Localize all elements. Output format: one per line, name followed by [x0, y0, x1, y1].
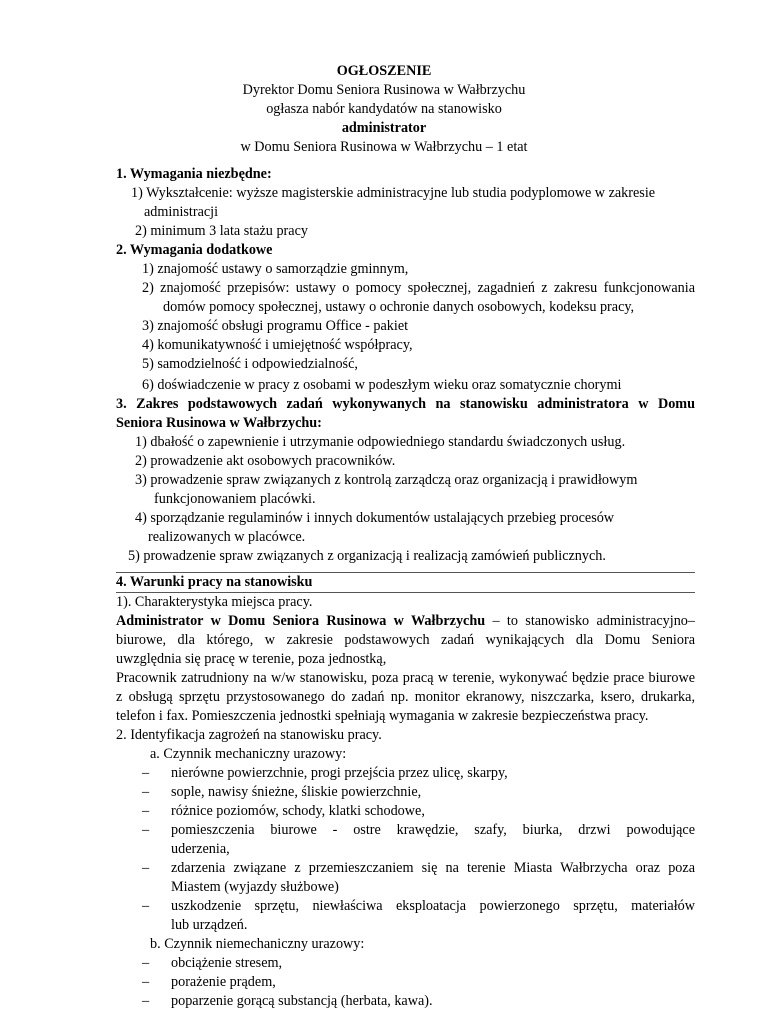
group-a-label: a. Czynnik mechaniczny urazowy: — [150, 746, 347, 762]
list-item: 2) znajomość przepisów: ustawy o pomocy społecznej, zagadnień z zakresu funkcjonowania — [142, 280, 695, 296]
list-item: 4) sporządzanie regulaminów i innych dokumentów ustalających przebieg procesów — [135, 510, 615, 526]
dash-bullet: – — [142, 955, 150, 971]
dash-bullet: – — [142, 822, 150, 838]
hazard-text: pomieszczenia biurowe - ostre krawędzie, szafy, biurka, drzwi powodujące — [171, 822, 695, 838]
hazard-item — [116, 802, 695, 821]
list-item: 2) prowadzenie akt osobowych pracowników. — [135, 453, 396, 469]
list-item-cont: domów pomocy społecznej, ustawy o ochronie danych osobowych, kodeksu pracy, — [163, 299, 635, 315]
dash-bullet: – — [142, 860, 150, 876]
hazard-text: zdarzenia związane z przemieszczaniem się na terenie Miasta Wałbrzycha oraz poza — [171, 860, 695, 876]
hazard-item — [116, 764, 695, 783]
hazard-text: uszkodzenie sprzętu, niewłaściwa eksploatacja powierzonego sprzętu, materiałów — [171, 898, 695, 914]
subheading-workplace: 1). Charakterystyka miejsca pracy. — [116, 594, 313, 610]
dash-bullet: – — [142, 898, 150, 914]
list-item: 3) prowadzenie spraw związanych z kontrolą zarządczą oraz organizacją i prawidłowym — [135, 472, 638, 488]
position-name: administrator — [341, 120, 427, 136]
list-item-cont: administracji — [144, 204, 219, 220]
list-item: 1) znajomość ustawy o samorządzie gminnym, — [142, 261, 409, 277]
group-b-label: b. Czynnik niemechaniczny urazowy: — [150, 936, 365, 952]
paragraph-text: – to stanowisko administracyjno– — [485, 613, 695, 629]
paragraph-line: uwzględnia się pracę w terenie, poza jednostką, — [116, 651, 387, 667]
hazard-text: porażenie prądem, — [171, 974, 276, 990]
hazard-item — [116, 992, 695, 1011]
list-item: 1) dbałość o zapewnienie i utrzymanie odpowiedniego standardu świadczonych usług. — [135, 434, 626, 450]
header-line-2: ogłasza nabór kandydatów na stanowisko — [266, 101, 502, 117]
hazard-text: obciążenie stresem, — [171, 955, 283, 971]
hazard-item — [116, 821, 695, 859]
hazard-item — [116, 954, 695, 973]
paragraph-line: biurowe, dla którego, w zakresie podstawowych zadań wynikających dla Domu Seniora — [116, 632, 695, 648]
section-3-heading-cont: Seniora Rusinowa w Wałbrzychu: — [116, 415, 322, 431]
paragraph-line — [116, 612, 695, 631]
section-3-heading: 3. Zakres podstawowych zadań wykonywanych na stanowisku administratora w Domu — [116, 396, 695, 412]
header-line-1: Dyrektor Domu Seniora Rusinowa w Wałbrzychu — [242, 82, 526, 98]
list-item: 6) doświadczenie w pracy z osobami w podeszłym wieku oraz somatycznie chorymi — [142, 377, 622, 393]
section-2-heading: 2. Wymagania dodatkowe — [116, 242, 273, 258]
hazard-text: różnice poziomów, schody, klatki schodowe, — [171, 803, 425, 819]
list-item: 1) Wykształcenie: wyższe magisterskie administracyjne lub studia podyplomowe w zakresie — [131, 185, 656, 201]
dash-bullet: – — [142, 784, 150, 800]
dash-bullet: – — [142, 803, 150, 819]
list-item-cont: funkcjonowaniem placówki. — [154, 491, 316, 507]
announcement-header — [0, 62, 768, 157]
paragraph-line: Pracownik zatrudniony na w/w stanowisku, poza pracą w terenie, wykonywać będzie prace biurowe — [116, 670, 695, 686]
hazard-text: poparzenie gorącą substancją (herbata, kawa). — [171, 993, 433, 1009]
document-body — [116, 165, 695, 1011]
dash-bullet: – — [142, 765, 150, 781]
hazard-text-cont: Miastem (wyjazdy służbowe) — [171, 879, 339, 895]
list-item: 4) komunikatywność i umiejętność współpracy, — [142, 337, 413, 353]
hazard-item — [116, 897, 695, 935]
hazard-text-cont: lub urządzeń. — [171, 917, 248, 933]
paragraph-line: telefon i fax. Pomieszczenia jednostki spełniają wymagania w zakresie bezpieczeństwa pracy. — [116, 708, 649, 724]
hazard-item — [116, 859, 695, 897]
subheading-hazards: 2. Identyfikacja zagrożeń na stanowisku pracy. — [116, 727, 382, 743]
dash-bullet: – — [142, 974, 150, 990]
header-line-4: w Domu Seniora Rusinowa w Wałbrzychu – 1 etat — [240, 139, 528, 155]
hazard-item — [116, 973, 695, 992]
list-item: 3) znajomość obsługi programu Office - pakiet — [142, 318, 409, 334]
announcement-title: OGŁOSZENIE — [336, 63, 432, 79]
paragraph-line: z obsługą sprzętu przystosowanego do zadań np. monitor ekranowy, niszczarka, ksero, drukarka, — [116, 689, 695, 705]
list-item: 2) minimum 3 lata stażu pracy — [135, 223, 308, 239]
section-4-heading-box — [116, 572, 695, 593]
list-item: 5) samodzielność i odpowiedzialność, — [142, 356, 358, 372]
section-1-heading: 1. Wymagania niezbędne: — [116, 166, 272, 182]
hazard-text: nierówne powierzchnie, progi przejścia przez ulicę, skarpy, — [171, 765, 508, 781]
hazard-text: sople, nawisy śnieżne, śliskie powierzchnie, — [171, 784, 422, 800]
administrator-bold: Administrator w Domu Seniora Rusinowa w Wałbrzychu — [116, 613, 486, 629]
hazard-item — [116, 783, 695, 802]
dash-bullet: – — [142, 993, 150, 1009]
list-item: 5) prowadzenie spraw związanych z organizacją i realizacją zamówień publicznych. — [128, 548, 606, 564]
list-item-cont: realizowanych w placówce. — [148, 529, 306, 545]
hazard-text-cont: uderzenia, — [171, 841, 230, 857]
section-4-heading: 4. Warunki pracy na stanowisku — [116, 574, 313, 590]
